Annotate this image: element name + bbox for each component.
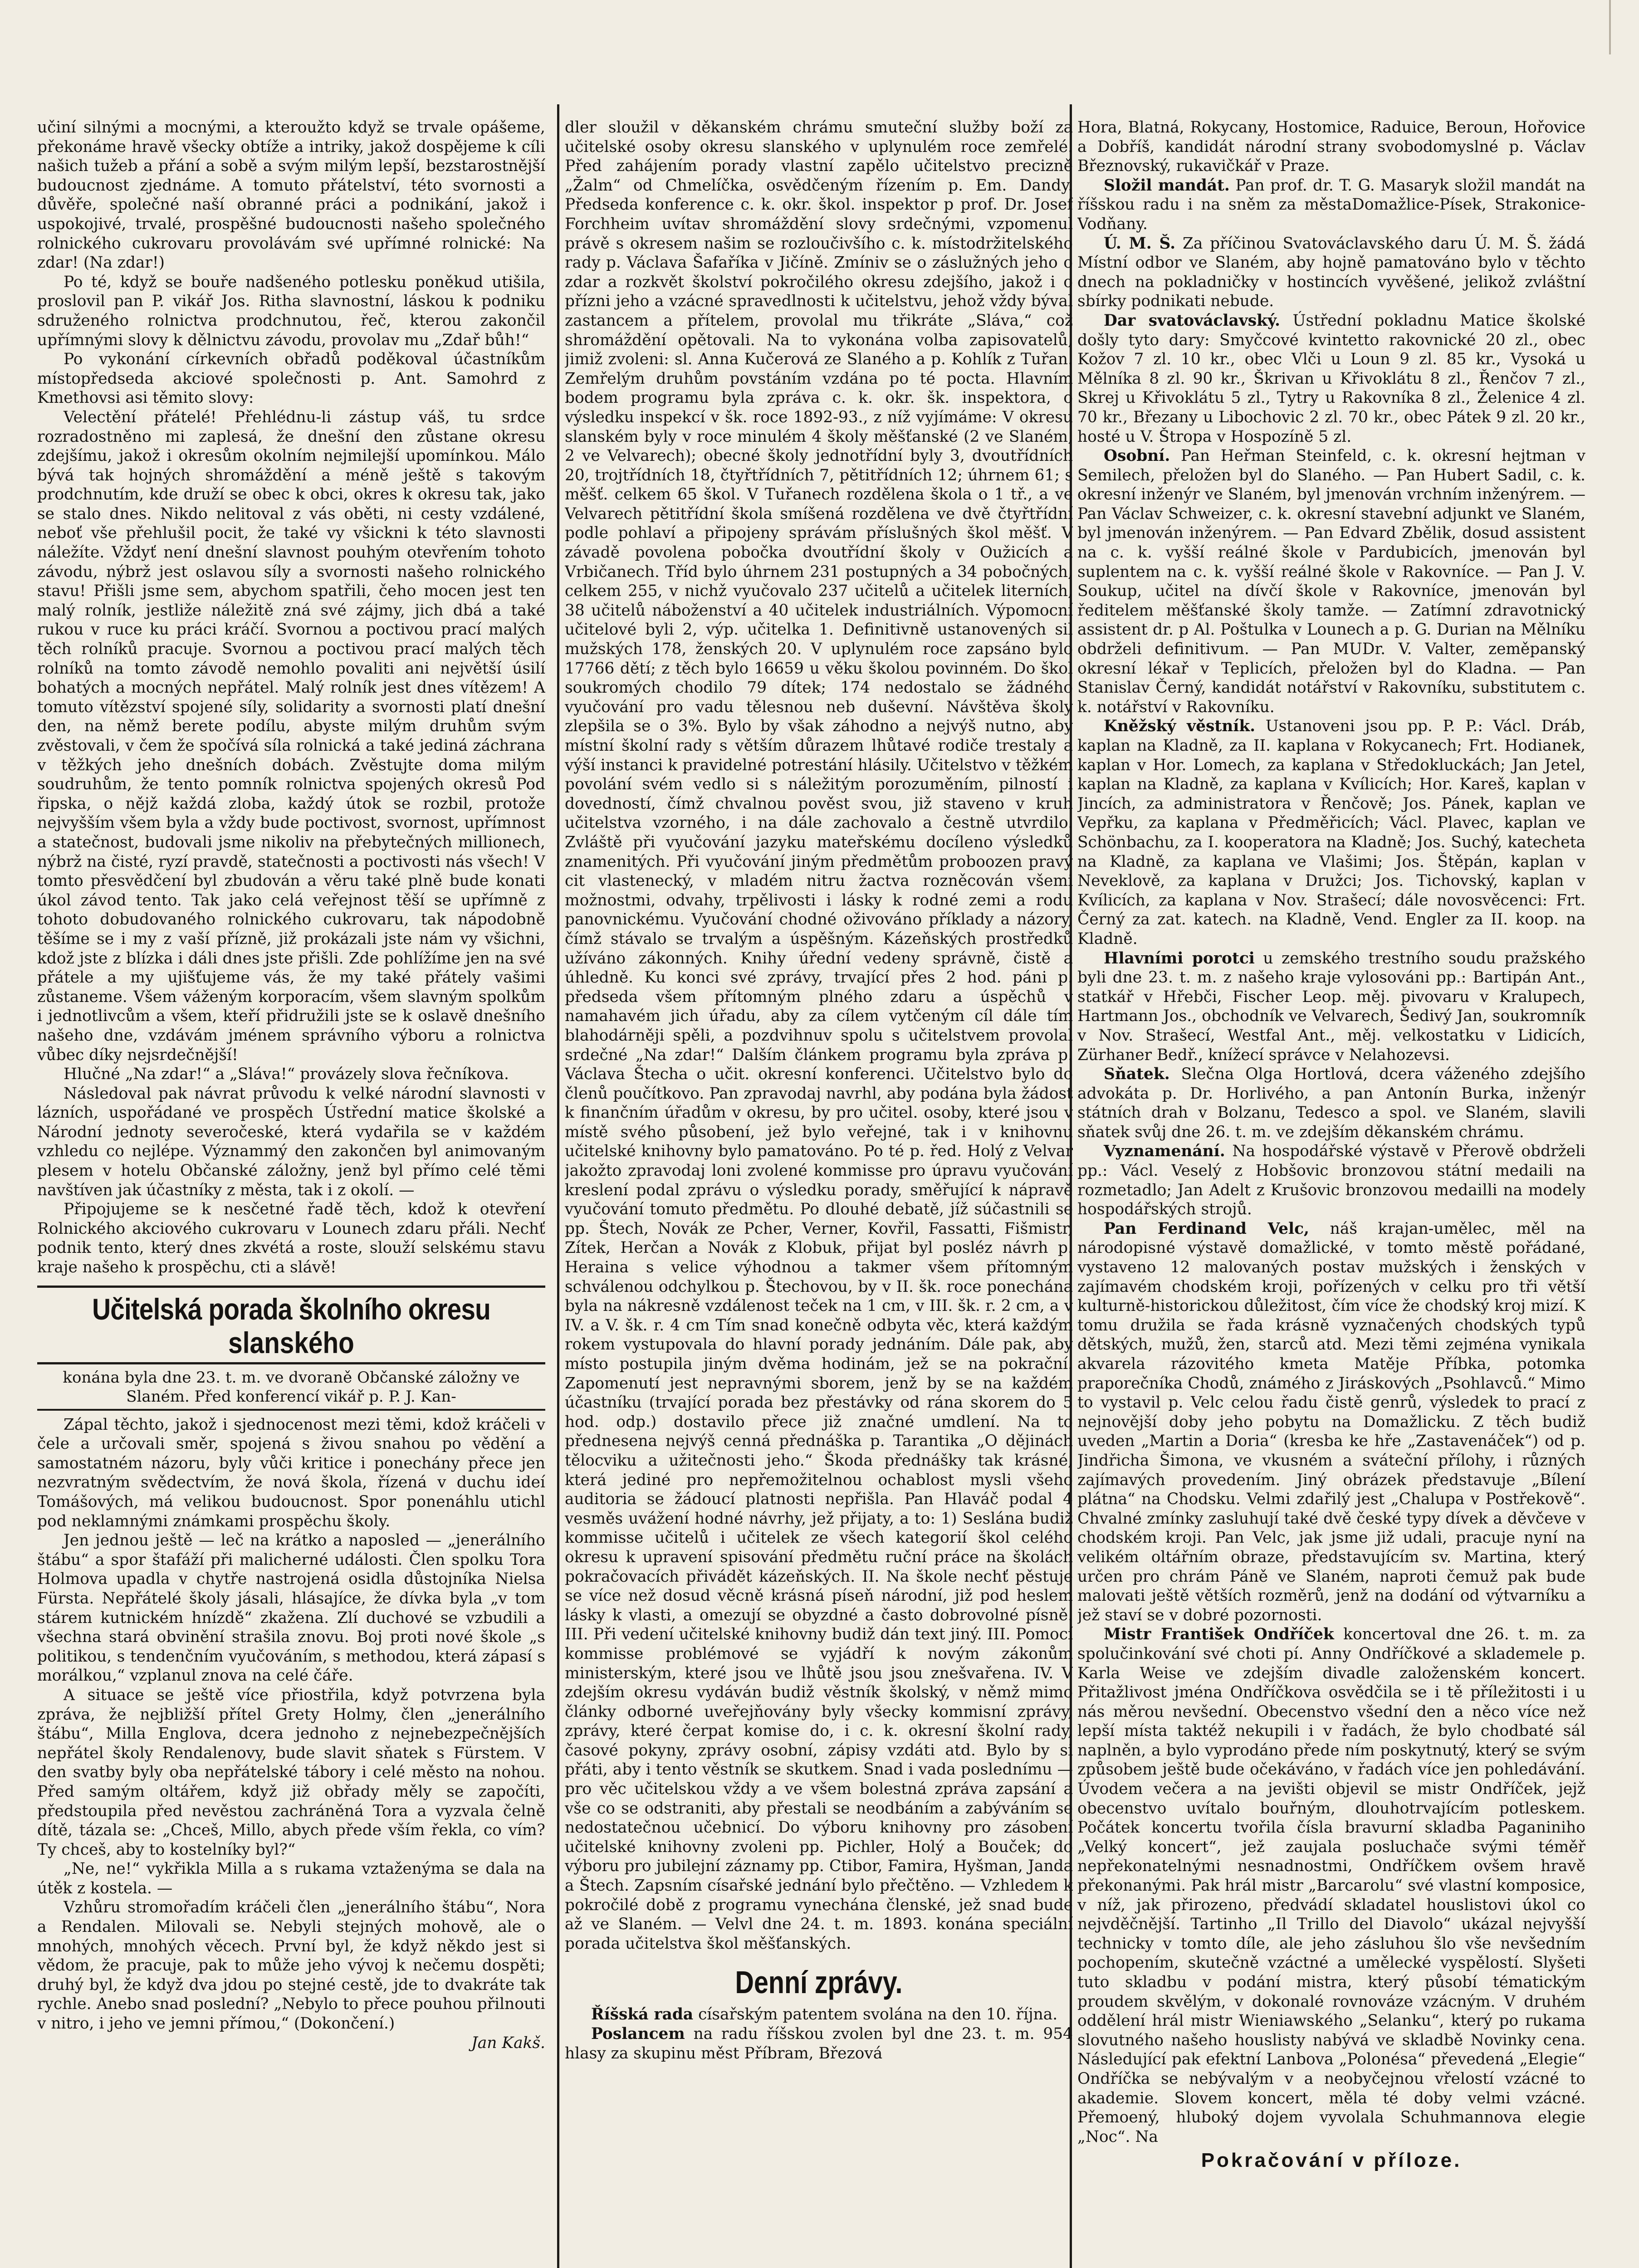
col3-paragraph-1: Hora, Blatná, Rokycany, Hostomice, Raduice, Beroun, Hořovice a Dobříš, kandidát národní strany svobodomyslné p. Václav Březnovský, rukavičkář v Praze.	[1077, 118, 1585, 176]
col3-text-11: koncertoval dne 26. t. m. za spolučinkování své choti pí. Anny Ondříčkové a sklademele p. Karla Weise ve zdejším divadle založenském koncert. Přitažlivost jména Ondříčkova osvědčila se i tě příležitosti i u nás měrou nevšední. Obecenstvo všední den a něco více než lepší místa taktéž nekupili i v řadách, že bylo chodbaté sál naplněn, a bylo vyprodáno přede ním poskytnutý, který se svým způsobem ještě bude očekáváno, v řadách více jen pohledávání. Úvodem večera a na jevišti objevil se mistr Ondříček, jejž obecenstvo uvítalo bouřným, dlouhotrvajícím potleskem. Počátek koncertu tvořila čísla bravurní skladba Paganiniho „Velký koncert“, jež zaujala posluchače svými téměř nepřekonatelnými nesnadnostmi, Ondříčkem ovšem hravě překonanými. Pak hrál mistr „Barcarolu“ své vlastní komposice, v níž, jak přirozeno, předvádí skladatel houslistovi úkol co nejvděčnější. Tartinho „Il Trillo del Diavolo“ ukázal nejvyšší technicky v tomto díle, ale jeho zásluhou šlo vše nevšedním pochopením, skutečně vzáctné a umělecké vyspělostí. Slyšeti tuto skladbu v podání mistra, který působí tématickým proudem skvělým, v dokonalé rovnováze vzácným. V druhém oddělení hrál mistr Wieniawského „Selanku“, který po rukama slovutného našeho houslisty nabývá ve skladbě Novinky cena. Následující pak efektní Lanbova „Polonésa“ převedená „Elegie“ Ondříčka se nebývalým v a neobyčejnou vřelostí vzácné to akademie. Slovem koncert, měla té doby velmi vzácné. Přemoený, hluboký dojem vyvolala Schuhmannova elegie „Noc“. Na	[1077, 1625, 1585, 2146]
col3-lead-10: Pan Ferdinand Velc,	[1104, 1219, 1310, 1238]
col2-paragraph-1: dler sloužil v děkanském chrámu smuteční služby boží za učitelské osoby okresu slanského v uplynulém roce zemřelé. Před zahájením porady vlastní zapělo učitelstvo precizně „Žalm“ od Chmelíčka, osvědčeným řízením p. Em. Dandy. Předseda konference c. k. okr. škol. inspektor p prof. Dr. Josef Forchheim uvítav shromáždění slovy srdečnými, vzpomenul právě s okresem našim se rozloučivšího c. k. místodržitelského rady p. Václava Šafaříka v Jičíně. Zmíniv se o záslužných jeho o zdar a rozkvět školství pokročilého okresu zdejšího, jakož i o přízni jeho a vzácné spravedlnosti k učitelstvu, jehož vždy býval zastancem a přítelem, provolal mu třikráte „Sláva,“ což shromáždění opětovali. Na to vykonána volba zapisovatelů, jimiž zvoleni: sl. Anna Kučerová ze Slaného a p. Kohlík z Tuřan. Zemřelým druhům povstáním vzdána po té pocta. Hlavním bodem programu byla zpráva c. k. okr. šk. inspektora, o výsledku inspekcí v šk. roce 1892-93., z níž vyjímáme: V okresu slanském byly v roce minulém 4 školy měšťanské (2 ve Slaném, 2 ve Velvarech); obecné školy jednotřídní byly 3, dvoutřídních 20, trojtřídních 18, čtyřtřídních 7, pětitřídních 12; úhrnem 61; s měšť. celkem 65 škol. V Tuřanech rozdělena škola o 1 tř., a ve Velvarech pětitřídní škola smíšená rozdělena ve dvě čtyřtřídní podle pohlaví a připojeny správám příslušných škol měšť. V závadě povolena pobočka dvoutřídní školy v Oužicích a Vrbičanech. Tříd bylo úhrnem 231 postupných a 34 pobočných, celkem 255, v nichž vyučovalo 237 učitelů a učitelek literních, 38 učitelů náboženství a 40 učitelek industriálních. Výpomocní učitelové byli 2, výp. učitelka 1. Definitivně ustanovených sil mužských 178, ženských 20. V uplynulém roce zapsáno bylo 17766 dětí; z těch bylo 16659 u věku školou povinném. Do škol soukromých chodilo 79 dítek; 174 nedostalo se žádného vyučování pro vadu tělesnou neb duševní. Návštěva školy zlepšila se o 3%. Bylo by však záhodno a nejvýš nutno, aby místní školní rady s větším důrazem lhůtavé rodiče trestaly a výší instanci k pravidelné potrestání hlásily. Učitelstvo v těžkém povolání svém vedlo si s náležitým porozuměním, pilností i dovedností, čímž chvalnou pověst svou, již staveno v kruh učitelstva vzorného, i na dále zachovalo a čestně utvrdilo. Zvláště při vyučování jazyku mateřskému docíleno výsledků znamenitých. Při vyučování jiným předmětům proboozen pravý cit vlastenecký, v mladém nitru žactva rozněcován všemi možnostmi, odvahy, trpělivosti i lásky k rodné zemi a rodu panovnickému. Vyučování chodné oživováno příklady a názory, čímž stávalo se trvalým a úspěšným. Kázeňských prostředků užíváno zákonných. Knihy úřední vedeny správně, čistě a úhledně. Ku konci své zprávy, trvající přes 2 hod. páni p. předseda všem přítomným plného zdaru a úspěchů v namahavém jich úřadu, aby za cílem vytčeným cíl dále tím blahodárněji spěli, a pozdvihnuv spolu s učitelstvem provolal srdečné „Na zdar!“ Dalším článkem programu byla zpráva p. Václava Štecha o učit. okresní konferenci. Učitelstvo bylo do členů poučítkovo. Pan zpravodaj navrhl, aby podána byla žádost k finančním úřadům v okresu, by pro učitel. osoby, které jsou v místě svého působení, jež bylo veřejné, tak i v knihovnu učitelské knihovny bylo pamatováno. Po té p. řed. Holý z Velvar jakožto zpravodaj loni zvolené kommisse pro úpravu vyučování kreslení podal zprávu o výsledku porady, směřující k nápravě vyučování tomuto předmětu. Po dlouhé debatě, jíž súčastnili se pp. Štech, Novák ze Pcher, Verner, Kovřil, Fassatti, Fišmistr, Zítek, Herčan a Novák z Klobuk, přijat byl posléz návrh p. Heraina s velice výhodnou a takmer všem přítomným schválenou odchylkou p. Štechovou, by v II. šk. roce ponechána byla na nákresně vzdálenost teček na 1 cm, v III. šk. r. 2 cm, a v IV. a V. šk. r. 4 cm Tím snad konečně odbyta věc, která každým rokem vystupovala do hlavní porady jednáním. Dále pak, aby místo postupila jiným dvěma hodinám, jež se na pokrační. Zapomenutí jest nepravnými sborem, jenž by se na každém účastníku (trvající porada bez přestávky od rána skorem do 5 hod. odp.) dostavilo přece již značné umdlení. Na to přednesena nejvýš cenná přednáška p. Tarantika „O dějinách tělocviku a užitečnosti jeho.“ Škoda přednášky tak krásné, která jediné pro nepřemožitelnou ochablost mysli všeho auditoria se žádoucí platnosti nepřišla. Pan Hlaváč podal 4 vesměs uvážení hodné návrhy, jež přijaty, a to: 1) Seslána budiž kommisse učitelů i učitelek ze všech kategorií škol celého okresu k upravení spisování předmětu ruční práce na školách pokračovacích přivádět kázeňských. II. Na škole nechť pěstuje se více než dosud věcně krásná píseň národní, již pod heslem lásky k vlasti, a omezují se obyzdné a často dobrovolné písně. III. Při vedení učitelské knihovny budiž dán text jiný. III. Pomocí kommisse problémové se vyjádří k novým zákonům ministerským, které jsou ve lhůtě jsou jsou znešvařena. IV. V zdejším okresu vydáván budiž věstník školský, v němž mimo články odborné uveřejňovány byly všecky kommisní zprávy, zprávy, které čerpat komise do, i c. k. okresní školní rady, časové pokyny, zprávy osobní, zápisy vzdáti atd. Bylo by si přáti, aby i tento věstník se skutkem. Snad i vada poslednímu — pro věc učitelskou vždy a ve všem bolestná zpráva zapsání a vše co se odstraniti, aby přestali se neodbáním a zabýváním se nedostatečnou učebnicí. Do výboru knihovny pro zásobení učitelské knihovny zvoleni pp. Pichler, Holý a Bouček; do výboru pro jubilejní záznamy pp. Ctibor, Famira, Hyšman, Janda a Štech. Zapsním císařské jednání bylo přečtěno. — Vzhledem k pokročilé době z programu vynechána členské, jež snad bude až ve Slaném. — Velvl dne 24. t. m. 1893. konána speciální porada učitelstva škol měšťanských.	[565, 118, 1073, 1953]
col3-paragraph-2	[1077, 176, 1585, 234]
col3-paragraph-9	[1077, 1142, 1585, 1219]
col3-lead-3: Ú. M. Š.	[1104, 234, 1176, 253]
col2-paragraph-3	[565, 2024, 1073, 2063]
col3-text-2: Pan prof. dr. T. G. Masaryk složil mandát na říšskou radu i na sněm za městaDomažlice-Písek, Strakonice-Vodňany.	[1077, 176, 1585, 233]
col3-paragraph-6	[1077, 717, 1585, 948]
column-rule-1	[557, 104, 559, 2268]
col1-paragraph-8: Zápal těchto, jakož i sjednocenost mezi těmi, kdož kráčeli v čele a určovali směr, spojená s živou snahou po vědění a samostatném názoru, byly vůči kritice i ponechány přece jen nezvratným svědectvím, že nová škola, řízená v duchu ideí Tomášových, má velikou budoucnost. Spor ponenáhlu utichl pod neklamnými známkami prospěchu školy.	[37, 1415, 545, 1530]
column-1	[37, 118, 545, 2268]
col3-paragraph-7	[1077, 949, 1585, 1065]
col3-lead-8: Sňatek.	[1104, 1065, 1170, 1084]
col3-lead-11: Mistr František Ondříček	[1104, 1625, 1334, 1644]
col3-paragraph-5	[1077, 446, 1585, 717]
col3-lead-9: Vyznamenání.	[1104, 1142, 1225, 1161]
column-2	[565, 118, 1073, 2268]
col3-text-7: u zemského trestního soudu pražského byli dne 23. t. m. z našeho kraje vylosováni pp.: Bartipán Ant., statkář v Hřebči, Fischer Leop. měj. pivovaru v Kralupech, Hartmann Jos., obchodník ve Velvarech, Šedivý Jan, soukromník v Nov. Strašecí, Westfal Ant., měj. velkostatku v Lidicích, Zürhaner Bedř., knížecí správce v Nelahozevsi.	[1077, 949, 1585, 1064]
col3-text-8: Slečna Olga Hortlová, dcera váženého zdejšího advokáta p. Dr. Horlivého, a pan Antonín Burka, inženýr státních drah v Bolzanu, Tedesco a spol. ve Slaném, slavili sňatek svůj dne 26. t. m. ve zdejším děkanském chrámu.	[1077, 1065, 1585, 1141]
section-title-denni-zpravy: Denní zprávy.	[735, 1965, 903, 2000]
col1-paragraph-6: Následoval pak návrat průvodu k velké národní slavnosti v lázních, uspořádané ve prospěch Ústřední matice školské a Národní jednoty severočeské, která vydařila se v každém vzhledu co nejlépe. Význammý den zakončen byl animovaným plesem v hotelu Občanské záložny, jenž byl přímo celé těmi navštíven jak účastníky z města, tak i z okolí. —	[37, 1084, 545, 1199]
col3-lead-7: Hlavními porotci	[1104, 949, 1255, 968]
col2-text-2b: na radu říšskou zvolen byl dne 23. t. m. 954 hlasy za skupinu měst Příbram, Březová	[565, 2025, 1073, 2063]
col3-text-9: Na hospodářské výstavě v Přerově obdrželi pp.: Václ. Veselý z Hobšovic bronzovou státní medaili na rozmetadlo; Jan Adelt z Krušovic bronzovou medailli na modely hospodářských strojů.	[1077, 1142, 1585, 1219]
article-divider	[37, 1409, 545, 1411]
col3-lead-5: Osobní.	[1104, 447, 1170, 465]
col1-paragraph-2: Po té, když se bouře nadšeného potlesku poněkud utišila, proslovil pan P. vikář Jos. Ritha slavnostní, láskou k podniku sdruženého rolnictva prodchnutou, řeč, kterou zakončil upřímnými slovy k dělnictvu závodu, provolav mu „Zdař bůh!“	[37, 273, 545, 349]
col3-text-4: Ústřední pokladnu Matice školské došly tyto dary: Smyčcové kvintetto rakovnické 20 zl., obec Kožov 7 zl. 10 kr., obec Vlči u Loun 9 zl. 85 kr., Vysoká u Mělníka 8 zl. 90 kr., Škrivan u Křivoklátu 8 zl., Řenčov 7 zl., Skrej u Křivoklátu 5 zl., Tytry u Rakovníka 8 zl., Želenice 4 zl. 70 kr., Březany u Libochovic 2 zl. 70 kr., obec Pátek 9 zl. 20 kr., hosté u V. Štropa v Hospozíně 5 zl.	[1077, 311, 1585, 446]
col3-lead-4: Dar svatováclavský.	[1104, 311, 1280, 330]
col1-paragraph-9: Jen jednou ještě — leč na krátko a naposled — „jenerálního štábu“ a spor štafáží při malicherné události. Člen spolku Tora Holmova upadla v chytře nastrojená osidla důstojníka Nielsa Fürsta. Nepřátelé školy jásali, hlásajíce, že dívka byla „v tom stárem kutnickém hnízdě“ zkažena. Zlí duchové se vzbudili a všechna stará obvinění strašila znovu. Boj proti nové škole „s politikou, s tendenčním vyučováním, s methodou, která zápasí s morálkou,“ vzplanul znova na celé čáře.	[37, 1531, 545, 1685]
col1-paragraph-11: „Ne, ne!“ vykřikla Milla a s rukama vztaženýma se dala na útěk z kostela. —	[37, 1860, 545, 1897]
col3-text-5: Pan Heřman Steinfeld, c. k. okresní hejtman v Semilech, přeložen byl do Slaného. — Pan Hubert Sadil, c. k. okresní inženýr ve Slaném, byl jmenován vrchním inženýrem. — Pan Václav Schweizer, c. k. okresní stavební adjunkt ve Slaném, byl jmenován inženýrem. — Pan Edvard Zbělik, dosud assistent na c. k. vyšší reálné škole v Pardubicích, jmenován byl suplentem na c. k. vyšší reálné škole v Rakovníce. — Pan J. V. Soukup, učitel na dívčí škole v Rakovníce, jmenován byl ředitelem měšťanské školy tamže. — Zatímní zdravotnický assistent dr. p Al. Poštulka v Lounech a p. G. Durian na Mělníku obdrželi definitivum. — Pan MUDr. V. Valter, zeměpanský okresní lékař v Teplicích, přeložen byl do Kladna. — Pan Stanislav Černý, kandidát notářství v Rakovníku, substitutem c. k. notářství v Rakovníku.	[1077, 447, 1585, 716]
col1-paragraph-3: Po vykonání církevních obřadů poděkoval účastníkům místopředseda akciové společnosti p. Ant. Samohrd z Kmethovsi asi těmito slovy:	[37, 350, 545, 407]
col3-lead-2: Složil mandát.	[1104, 176, 1230, 195]
col2-text-2a: císařským patentem svolána na den 10. října.	[693, 2005, 1058, 2024]
col3-paragraph-10	[1077, 1219, 1585, 1625]
col1-paragraph-5: Hlučné „Na zdar!“ a „Sláva!“ provázely slova řečníkova.	[64, 1065, 509, 1084]
col3-text-10: náš krajan-umělec, měl na národopisné výstavě domažlické, v tomto městě pořádané, vystaveno 12 malovaných postav mužských i ženských v zajímavém chodském kroji, pořízených v celku pro tři větší kulturně-historickou důležitost, čím více že chodský kroj mizí. K tomu družila se řada krásně vyznačených chodských typů dětských, mužů, žen, starců atd. Mezi těmi zejména vynikala akvarela rázovitého kmeta Matěje Příbka, potomka praporečníka Chodů, známého z Jiráskových „Psohlavců.“ Mimo to vystavil p. Velc celou řadu čistě genrů, výsledek to prací z nejnovější doby jeho pobytu na Domažlicku. Z těch budiž uveden „Martin a Doria“ (kresba ke hře „Zastavenáček“) od p. Jindřicha Šimona, ve vkusném a sváteční přílohy, i různých zajímavých provedením. Jiný obrázek představuje „Bílení plátna“ na Chodsku. Velmi zdařilý jest „Chalupa v Postřekově“. Chvalné zmínky zasluhují také dvě české typy dívek a děvčeve v chodském kroji. Pan Velc, jak jsme již udali, pracuje nyní na velikém oltářním obraze, představujícím sv. Martina, který určen pro chrám Páně ve Slaném, naproti čemuž pak bude malovati ještě větších rozměrů, jenž na dodání od výtvarníku a jež staví se v dobré pozornosti.	[1077, 1219, 1585, 1624]
col3-paragraph-8	[1077, 1065, 1585, 1142]
edge-mark	[1609, 0, 1624, 54]
column-3	[1077, 118, 1585, 2268]
col3-paragraph-4	[1077, 311, 1585, 446]
article-heading-box	[37, 1286, 545, 1364]
col1-paragraph-7: Připojujeme se k nesčetné řadě těch, kdož k otevření Rolnického akciového cukrovaru v Lounech zdaru přáli. Nechť podnik tento, který dnes zkvétá a roste, slouží selskému stavu kraje našeho k prospěchu, cti a slávě!	[37, 1200, 545, 1277]
col2-lead-2a: Říšská rada	[591, 2005, 694, 2024]
col3-paragraph-11	[1077, 1625, 1585, 2146]
col3-paragraph-3	[1077, 234, 1585, 311]
article-subline: konána byla dne 23. t. m. ve dvoraně Občanské záložny ve Slaném. Před konferencí vikář p. P. J. Kan-	[63, 1368, 520, 1406]
col1-paragraph-4: Velectění přátelé! Přehlédnu-li zástup váš, tu srdce rozradostněno mi zaplesá, že dnešní den zůstane okresu zdejšímu, jakož i okresům okolním nejmilejší upomínkou. Málo bývá tak hojných shromáždění a méně ještě s takovým prodchnutím, kde druží se obec k obci, okres k okresu tak, jako se stalo dnes. Nikdo nelitoval z vás oběti, ni cesty vzdálené, neboť vše přehlušil pocit, že také vy všickni k této slavnosti náležíte. Vždyť není dnešní slavnost pouhým otevřením tohoto závodu, nýbrž jest oslavou síly a svornosti našeho rolnického stavu! Přišli jsme sem, abychom spatřili, čeho mocen jest ten malý rolník, jestliže náležitě zná své zájmy, jich dbá a také rukou v ruce ku práci kráčí. Svornou a poctivou prací malých těch rolníků pracuje. Svornou a poctivou prací malých těch rolníků na tomto závodě nemohlo povaliti ani největší úsilí bohatých a mocných nepřátel. Malý rolník jest dnes vítězem! A tomuto vítězství spojené síly, solidarity a svornosti platí dnešní den, na němž berete podílu, abyste milým druhům svým zvěstovali, v čem že spočívá síla rolnická a také jediná záchrana v těžkých jeho dnešních dobách. Zvěstujte doma milým soudruhům, že tento pomník rolnictva spojených okresů Pod řipska, o nějž každá zloba, každý útok se rozbil, protože nejvyšším všem byla a vždy bude poctivost, svornost, upřímnost a statečnost, budovali jsme nikoliv na přebytečných millionech, nýbrž na čisté, ryzí pravdě, statečnosti a poctivosti nás všech! V tomto přesvědčení byl zbudován a věru také plně bude konati úkol závod tento. Tak jako celá veřejnost těší se upřímně z tohoto dobudovaného rolnického cukrovaru, tak nápodobně těšíme se i my z vaší přízně, již prokázali jste nám vy všichni, kdož jste z blízka i dáli dnes jste přišli. Zde pohlížíme jen na své přátele a my ujišťujeme vás, že my také přátely vašimi zůstaneme. Všem váženým korporacím, všem slavným spolkům i jednotlivcům a všem, kteří přidružili jste se k oslavě dnešního našeho dne, vzdávám jménem správního výboru a rolnictva vůbec díky nejsrdečnější!	[37, 408, 545, 1064]
col3-text-6: Ustanoveni jsou pp. P. P.: Václ. Dráb, kaplan na Kladně, za II. kaplana v Rokycanech; Frt. Hodianek, kaplan v Hor. Lomech, za kaplana v Středokluckách; Jan Jetel, kaplan na Kladně, za kaplana v Kvílicích; Hor. Kareš, kaplan v Jincích, za administratora v Řenčově; Jos. Pánek, kaplan ve Vepřku, za kaplana v Předměřicích; Václ. Plavec, kaplan ve Schönbachu, za I. kooperatora na Kladně; Jos. Suchý, katecheta na Kladně, za kaplana ve Vlašimi; Jos. Štěpán, kaplan v Neveklově, za kaplana v Družci; Jos. Tichovský, kaplan v Kvílicích, za kaplana v Nov. Strašecí; dále novosvěcenci: Frt. Černý za zat. katech. na Kladně, Vend. Engler za II. koop. na Kladně.	[1077, 717, 1585, 948]
col1-paragraph-10: A situace se ještě více přiostřila, když potvrzena byla zpráva, že nejbližší přítel Grety Holmy, člen „jenerálního štábu“, Milla Englova, dcera jednoho z nejnebezpečnějších nepřátel školy Rendalenovy, bude slavit sňatek s Fürstem. V den svatby byly oba nepřátelské tábory i celé město na nohou. Před samým oltářem, když již obřady měly se započíti, předstoupila před nevěstou zachráněná Tora a vyzvala čelně dítě, tázala se: „Chceš, Millo, abych přede vším řekla, co vím? Ty chceš, aby to kostelníky byl?“	[37, 1686, 545, 1859]
col3-text-3: Za příčinou Svatováclavského daru Ú. M. Š. žádá Místní odbor ve Slaném, aby hojně pamatováno bylo v těchto dnech na pokladničky v hostincích vyvěšené, jelikož zvláštní sbírky podnikati nebude.	[1077, 234, 1585, 311]
col2-paragraph-2	[565, 2005, 1073, 2024]
col1-paragraph-12: Vzhůru stromořadím kráčeli člen „jenerálního štábu“, Nora a Rendalen. Milovali se. Nebyli stejných mohově, ale o mnohých, mnohých věcech. První byl, že když někdo jest si vědom, že pracuje, pak to může jeho vývoj k nečemu dospěti; druhý byl, že když dva jdou po stejné cestě, jde to dvakráte tak rychle. Anebo snad poslední? „Nebylo to přece pouhou přilnouti v nitro, i jeho ve jemni přímou,“ (Dokončení.)	[37, 1898, 545, 2033]
col1-paragraph-1: učiní silnými a mocnými, a kteroužto když se trvale opášeme, překonáme hravě všecky obtíže a intriky, jakož dospějeme k cíli našich tužeb a přání a sobě a svým milým lepší, bezstarostnější budoucnost zjednáme. A tomuto přátelství, této svornosti a důvěře, společné naší obranné práci a podnikání, jakož i uspokojivé, trvalé, prospěšné budoucnosti našeho společného rolnického cukrovaru provolávám své upřímné rolnické: Na zdar! (Na zdar!)	[37, 118, 545, 272]
col2-lead-2b: Poslancem	[591, 2025, 685, 2043]
col3-lead-6: Kněžský věstník.	[1104, 717, 1256, 736]
continuation-note: Pokračování v příloze.	[1201, 2149, 1462, 2172]
author-signature: Jan Kakš.	[471, 2033, 545, 2052]
article-heading-line-2: slanského	[228, 1325, 354, 1359]
article-heading-line-1: Učitelská porada školního okresu	[92, 1292, 490, 1326]
